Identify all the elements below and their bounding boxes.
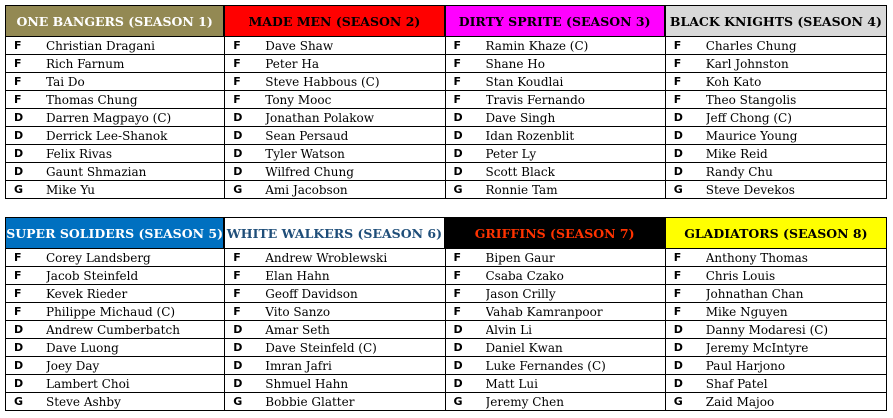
player-row	[225, 37, 444, 55]
player-row	[666, 393, 886, 411]
player-row	[225, 181, 444, 199]
player-row	[666, 339, 886, 357]
player-position: G	[673, 183, 683, 196]
player-position: F	[673, 269, 682, 282]
player-name: Geoff Davidson	[265, 286, 358, 301]
player-position: D	[453, 323, 463, 336]
player-row	[666, 37, 886, 55]
bottom-roster-block	[5, 217, 887, 411]
player-position: D	[14, 147, 24, 160]
player-name: Vahab Kamranpoor	[485, 304, 603, 319]
player-position: D	[673, 165, 683, 178]
player-row	[225, 393, 444, 411]
player-name: Jonathan Polakow	[265, 110, 374, 125]
player-position: F	[233, 75, 241, 88]
team-header: SUPER SOLIDERS (SEASON 5)	[5, 217, 224, 249]
player-row	[666, 285, 886, 303]
player-row	[5, 163, 224, 181]
player-position: D	[673, 359, 683, 372]
player-row	[446, 55, 665, 73]
player-position: D	[453, 341, 463, 354]
player-position: F	[673, 57, 682, 70]
player-name: Shaf Patel	[705, 376, 768, 391]
player-name: Mike Yu	[46, 182, 95, 197]
player-position: F	[14, 251, 22, 264]
player-name: Anthony Thomas	[705, 250, 808, 265]
player-row	[666, 321, 886, 339]
player-position: F	[233, 305, 241, 318]
player-position: F	[453, 251, 462, 264]
player-name: Randy Chu	[705, 164, 773, 179]
player-position: D	[14, 377, 24, 390]
player-position: D	[14, 359, 24, 372]
player-row	[5, 285, 224, 303]
player-position: D	[233, 111, 243, 124]
player-position: F	[233, 287, 241, 300]
player-position: D	[14, 165, 24, 178]
player-position: D	[233, 129, 243, 142]
player-position: F	[233, 251, 241, 264]
player-name: Luke Fernandes (C)	[485, 358, 606, 373]
player-name: Matt Lui	[485, 376, 538, 391]
player-row	[446, 267, 665, 285]
player-position: D	[14, 129, 24, 142]
player-row	[446, 375, 665, 393]
player-position: D	[233, 377, 243, 390]
player-row	[225, 339, 444, 357]
team-roster	[225, 5, 445, 199]
player-position: D	[14, 323, 24, 336]
player-position: F	[453, 75, 462, 88]
player-name: Maurice Young	[705, 128, 798, 143]
player-row	[446, 73, 665, 91]
player-name: Ronnie Tam	[485, 182, 558, 197]
player-position: F	[673, 75, 682, 88]
player-name: Travis Fernando	[485, 92, 586, 107]
player-row	[225, 357, 444, 375]
player-name: Mike Reid	[705, 146, 768, 161]
player-position: G	[453, 395, 463, 408]
player-position: F	[453, 39, 462, 52]
player-row	[225, 249, 444, 267]
player-name: Imran Jafri	[265, 358, 332, 373]
player-position: G	[14, 183, 24, 196]
player-position: F	[673, 93, 682, 106]
player-list	[666, 249, 887, 411]
player-position: F	[14, 305, 22, 318]
player-row	[5, 267, 224, 285]
team-roster	[666, 5, 887, 199]
player-row	[225, 55, 444, 73]
player-position: F	[453, 269, 462, 282]
player-name: Steve Habbous (C)	[265, 74, 380, 89]
player-position: F	[673, 251, 682, 264]
player-position: D	[673, 147, 683, 160]
player-position: D	[233, 165, 243, 178]
bottom-teams-row	[5, 217, 887, 411]
player-row	[225, 127, 444, 145]
player-row	[446, 127, 665, 145]
player-name: Shane Ho	[485, 56, 545, 71]
player-name: Dave Steinfeld (C)	[265, 340, 377, 355]
player-name: Elan Hahn	[265, 268, 330, 283]
player-row	[5, 91, 224, 109]
player-name: Charles Chung	[705, 38, 797, 53]
player-name: Tai Do	[46, 74, 85, 89]
player-row	[666, 375, 886, 393]
player-position: G	[233, 183, 243, 196]
top-teams-row	[5, 5, 887, 199]
player-position: D	[233, 359, 243, 372]
player-row	[225, 375, 444, 393]
player-name: Corey Landsberg	[46, 250, 151, 265]
player-position: D	[453, 377, 463, 390]
player-position: D	[453, 111, 463, 124]
player-row	[5, 357, 224, 375]
player-row	[5, 375, 224, 393]
player-name: Lambert Choi	[46, 376, 130, 391]
player-name: Dave Luong	[46, 340, 119, 355]
player-row	[5, 339, 224, 357]
player-row	[5, 55, 224, 73]
player-row	[666, 91, 886, 109]
player-row	[5, 249, 224, 267]
team-header: ONE BANGERS (SEASON 1)	[5, 5, 224, 37]
player-row	[5, 321, 224, 339]
player-name: Daniel Kwan	[485, 340, 563, 355]
player-row	[225, 109, 444, 127]
player-position: F	[14, 93, 22, 106]
player-name: Karl Johnston	[705, 56, 789, 71]
player-name: Tony Mooc	[265, 92, 332, 107]
player-position: D	[673, 377, 683, 390]
player-name: Csaba Czako	[485, 268, 564, 283]
player-position: F	[14, 39, 22, 52]
player-name: Rich Farnum	[46, 56, 125, 71]
player-row	[225, 303, 444, 321]
player-row	[666, 145, 886, 163]
player-name: Andrew Wroblewski	[265, 250, 388, 265]
player-name: Jason Crilly	[485, 286, 556, 301]
team-header: WHITE WALKERS (SEASON 6)	[225, 217, 444, 249]
player-position: F	[453, 57, 462, 70]
player-name: Gaunt Shmazian	[46, 164, 147, 179]
player-position: F	[14, 287, 22, 300]
player-row	[5, 109, 224, 127]
player-name: Chris Louis	[705, 268, 776, 283]
player-row	[225, 285, 444, 303]
player-row	[446, 145, 665, 163]
player-position: G	[673, 395, 683, 408]
player-row	[446, 357, 665, 375]
player-position: F	[453, 305, 462, 318]
player-position: F	[233, 93, 241, 106]
player-list	[225, 37, 444, 199]
player-name: Andrew Cumberbatch	[46, 322, 180, 337]
player-list	[5, 37, 224, 199]
player-position: G	[233, 395, 243, 408]
player-name: Johnathan Chan	[705, 286, 804, 301]
player-row	[666, 249, 886, 267]
player-row	[225, 163, 444, 181]
player-row	[446, 393, 665, 411]
player-name: Alvin Li	[485, 322, 532, 337]
player-name: Christian Dragani	[46, 38, 155, 53]
team-header: BLACK KNIGHTS (SEASON 4)	[666, 5, 887, 37]
team-header: MADE MEN (SEASON 2)	[225, 5, 444, 37]
player-name: Koh Kato	[705, 74, 762, 89]
player-name: Scott Black	[485, 164, 555, 179]
team-roster	[446, 5, 666, 199]
player-position: F	[673, 39, 682, 52]
player-name: Zaid Majoo	[705, 394, 775, 409]
top-roster-block	[5, 5, 887, 199]
team-header: GLADIATORS (SEASON 8)	[666, 217, 887, 249]
player-list	[5, 249, 224, 411]
team-roster	[5, 5, 225, 199]
player-row	[5, 37, 224, 55]
player-list	[225, 249, 444, 411]
player-position: D	[453, 147, 463, 160]
player-row	[5, 73, 224, 91]
player-row	[225, 321, 444, 339]
player-position: F	[453, 287, 462, 300]
player-list	[446, 37, 665, 199]
player-row	[666, 163, 886, 181]
player-name: Philippe Michaud (C)	[46, 304, 176, 319]
player-name: Jeff Chong (C)	[705, 110, 792, 125]
player-list	[666, 37, 887, 199]
player-name: Wilfred Chung	[265, 164, 354, 179]
player-row	[225, 267, 444, 285]
player-row	[446, 339, 665, 357]
player-row	[446, 181, 665, 199]
player-row	[5, 303, 224, 321]
player-name: Bobbie Glatter	[265, 394, 355, 409]
player-name: Peter Ly	[485, 146, 537, 161]
player-name: Bipen Gaur	[485, 250, 555, 265]
player-row	[666, 55, 886, 73]
team-roster	[225, 217, 445, 411]
player-position: D	[673, 129, 683, 142]
player-row	[446, 285, 665, 303]
player-row	[666, 181, 886, 199]
player-position: F	[453, 93, 462, 106]
player-name: Jacob Steinfeld	[46, 268, 139, 283]
player-row	[666, 73, 886, 91]
player-row	[5, 127, 224, 145]
player-name: Dave Shaw	[265, 38, 334, 53]
player-position: D	[233, 341, 243, 354]
player-row	[446, 91, 665, 109]
team-roster	[666, 217, 887, 411]
player-row	[446, 303, 665, 321]
player-position: D	[673, 323, 683, 336]
player-row	[666, 109, 886, 127]
player-name: Tyler Watson	[265, 146, 345, 161]
player-row	[5, 181, 224, 199]
player-position: F	[14, 269, 22, 282]
player-row	[225, 73, 444, 91]
player-name: Steve Devekos	[705, 182, 795, 197]
player-name: Derrick Lee-Shanok	[46, 128, 168, 143]
player-row	[225, 91, 444, 109]
team-roster	[446, 217, 666, 411]
player-row	[666, 357, 886, 375]
player-name: Stan Koudlai	[485, 74, 564, 89]
player-position: D	[233, 147, 243, 160]
player-position: D	[14, 341, 24, 354]
player-name: Theo Stangolis	[705, 92, 797, 107]
team-roster	[5, 217, 225, 411]
player-position: F	[233, 269, 241, 282]
player-name: Jeremy Chen	[485, 394, 564, 409]
player-name: Paul Harjono	[705, 358, 786, 373]
player-list	[446, 249, 665, 411]
player-row	[5, 145, 224, 163]
player-name: Idan Rozenblit	[485, 128, 575, 143]
player-position: D	[233, 323, 243, 336]
player-position: D	[453, 359, 463, 372]
player-name: Sean Persaud	[265, 128, 349, 143]
team-header: DIRTY SPRITE (SEASON 3)	[446, 5, 665, 37]
player-name: Jeremy McIntyre	[705, 340, 809, 355]
player-name: Steve Ashby	[46, 394, 121, 409]
player-row	[5, 393, 224, 411]
player-position: D	[453, 165, 463, 178]
player-name: Danny Modaresi (C)	[705, 322, 829, 337]
player-position: F	[673, 305, 682, 318]
player-position: D	[673, 111, 683, 124]
player-name: Ramin Khaze (C)	[485, 38, 589, 53]
player-row	[666, 267, 886, 285]
player-name: Thomas Chung	[46, 92, 138, 107]
player-position: D	[453, 129, 463, 142]
player-name: Felix Rivas	[46, 146, 112, 161]
player-row	[446, 249, 665, 267]
player-name: Shmuel Hahn	[265, 376, 349, 391]
player-name: Vito Sanzo	[265, 304, 331, 319]
player-name: Kevek Rieder	[46, 286, 128, 301]
player-row	[446, 37, 665, 55]
player-row	[446, 163, 665, 181]
player-name: Amar Seth	[265, 322, 330, 337]
player-position: D	[673, 341, 683, 354]
player-name: Peter Ha	[265, 56, 319, 71]
player-name: Joey Day	[46, 358, 100, 373]
player-row	[666, 127, 886, 145]
player-position: G	[14, 395, 24, 408]
player-position: F	[233, 39, 241, 52]
player-name: Darren Magpayo (C)	[46, 110, 172, 125]
player-name: Dave Singh	[485, 110, 556, 125]
player-name: Ami Jacobson	[265, 182, 348, 197]
team-header: GRIFFINS (SEASON 7)	[446, 217, 665, 249]
player-row	[446, 109, 665, 127]
player-position: F	[673, 287, 682, 300]
player-position: D	[14, 111, 24, 124]
player-position: F	[233, 57, 241, 70]
player-position: F	[14, 57, 22, 70]
player-name: Mike Nguyen	[705, 304, 788, 319]
player-row	[225, 145, 444, 163]
player-position: G	[453, 183, 463, 196]
player-row	[666, 303, 886, 321]
player-row	[446, 321, 665, 339]
player-position: F	[14, 75, 22, 88]
